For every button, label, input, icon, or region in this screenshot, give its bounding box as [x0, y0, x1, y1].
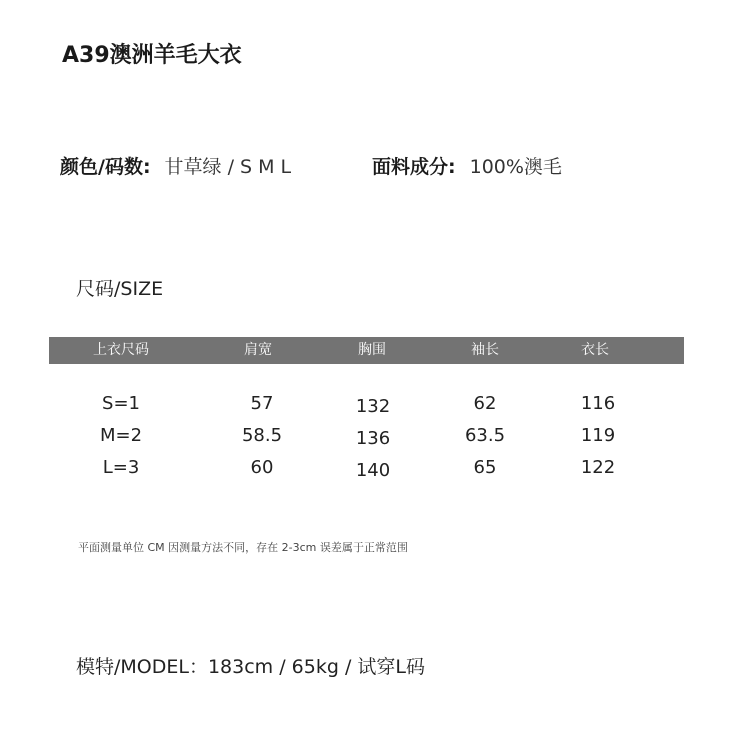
table-cell: S=1	[102, 393, 140, 414]
table-cell: 57	[250, 393, 274, 414]
table-cell: 136	[355, 428, 391, 449]
fabric-value: 100%澳毛	[469, 156, 562, 178]
table-cell: 122	[580, 457, 616, 478]
table-cell: 65	[473, 457, 497, 478]
size-table-header	[49, 337, 684, 364]
table-cell: L=3	[102, 457, 140, 478]
table-cell: 60	[250, 457, 274, 478]
header-sleeve: 袖长	[471, 342, 499, 358]
table-cell: 132	[355, 396, 391, 417]
table-cell: 140	[355, 460, 391, 481]
fabric-spec	[372, 152, 562, 179]
size-heading: 尺码/SIZE	[76, 278, 164, 300]
measurement-note: 平面测量单位 CM 因测量方法不同，存在 2-3cm 误差属于正常范围	[78, 541, 408, 554]
table-cell: M=2	[99, 425, 143, 446]
color-size-value: 甘草绿 / S M L	[164, 156, 292, 178]
table-cell: 116	[580, 393, 616, 414]
model-info: 模特/MODEL：183cm / 65kg / 试穿L码	[76, 656, 425, 678]
header-length: 衣长	[581, 342, 609, 358]
color-size-label: 颜色/码数:	[60, 156, 151, 178]
header-size: 上衣尺码	[93, 342, 149, 358]
table-cell: 58.5	[241, 425, 283, 446]
table-cell: 62	[473, 393, 497, 414]
header-chest: 胸围	[358, 342, 386, 358]
table-cell: 63.5	[464, 425, 506, 446]
product-title: A39澳洲羊毛大衣	[62, 43, 242, 68]
header-shoulder: 肩宽	[244, 342, 272, 358]
color-size-spec	[60, 152, 291, 179]
table-cell: 119	[580, 425, 616, 446]
fabric-label: 面料成分:	[372, 156, 456, 178]
